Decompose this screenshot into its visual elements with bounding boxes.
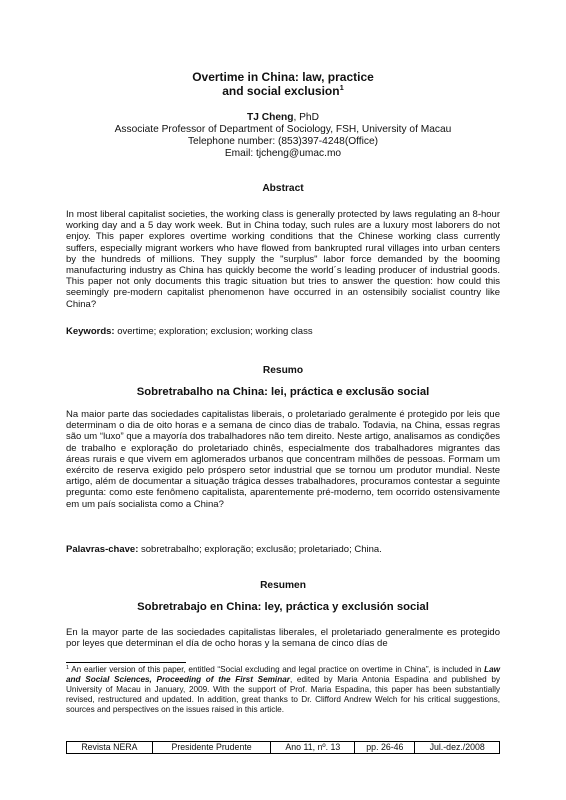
title-line-1: Overtime in China: law, practice [192, 70, 374, 84]
resumo-heading: Resumo [262, 365, 304, 376]
abstract-keywords [66, 326, 500, 337]
journal-footer-row [67, 742, 500, 754]
footnote [66, 665, 500, 715]
title-footnote-mark[interactable]: 1 [339, 83, 344, 92]
resumen-heading: Resumen [260, 580, 306, 591]
journal-issue-cell: Ano 11, nº. 13 [271, 742, 355, 754]
keywords-text: overtime; exploration; exclusion; working class [114, 326, 313, 337]
abstract-text: In most liberal capitalist societies, the working class is generally protected by laws regulating an 8-hour working day and a 5 day work week. But in China today, such rules are a luxury most laborers do not enjoy. This paper explores overtime working conditions that the Chinese working class currently suffers, especially migrant workers who have flowed from bankrupted rural villages into urban centers by the hundreds of millions. They supply the "surplus" labor force demanded by the booming manufacturing industry as China has quickly become the world´s leading producer of industrial goods. This paper not only documents this tragic situation but tries to answer the question: how could this seemingly pre-modern capitalist phenomenon have occurred in an ostensibily socialist country like China? [66, 209, 500, 310]
author-degree: , PhD [293, 112, 319, 123]
resumo-title: Sobretrabalho na China: lei, práctica e exclusão social [136, 386, 430, 398]
footnote-text-after: , edited by Maria Antonia Espadina and published by University of Macau in January, 2009. With the support of Prof. Maria Espadina, this paper has been substantially revised, restructured and updated. In addition, great thanks to Dr. Clifford Andrew Welch for his critical suggestions, sources and perspectives on the issues raised in this article. [66, 675, 501, 715]
abstract-heading: Abstract [262, 183, 304, 194]
journal-name-cell: Revista NERA [67, 742, 153, 754]
resumen-text: En la mayor parte de las sociedades capitalistas liberales, el proletariado generalmente es protegido por leyes que determinan el día de ocho horas y la semana de cinco días de [66, 627, 500, 650]
author-telephone: Telephone number: (853)397-4248(Office) [187, 136, 379, 147]
paper-title [0, 70, 566, 98]
footnote-book-title: Law and Social Sciences, Proceeding of the First Seminar [66, 665, 500, 685]
author-email[interactable]: Email: tjcheng@umac.mo [224, 148, 342, 159]
resumo-keywords [66, 544, 500, 555]
journal-city-cell: Presidente Prudente [152, 742, 270, 754]
palavras-chave-text: sobretrabalho; exploração; exclusão; proletariado; China. [138, 544, 382, 555]
resumo-text: Na maior parte das sociedades capitalistas liberais, o proletariado geralmente é protegido por leis que determinam o dia de oito horas e a semana de cinco dias de trabalo. Todavia, na China, essas regras são um “luxo” que a mayoría dos trabalhadores não tem direito. Neste artigo, analisamos as condições de trabalho e exploração do proletariado chinês, especialmente dos trabalhadores migrantes das áreas rurais e que vivem em aglomerados urbanos que concentram milhões de pessoas. Formam um exército de reserva exigido pelo próspero setor industrial que se tornou um produtor mundial. Neste artigo, além de documentar a situação trágica desses trabalhadores, procuramos contestar a seguinte pregunta: como este fenômeno capitalista, aparentemente pré-moderno, tem ocorrido ostensivamente em um país socialista como a China? [66, 409, 500, 510]
footnote-mark: 1 [66, 665, 70, 671]
journal-pages-cell: pp. 26-46 [355, 742, 415, 754]
journal-footer-table [66, 741, 500, 754]
footnote-text-before: An earlier version of this paper, entitled “Social excluding and legal practice on overtime in China”, is included in [69, 665, 485, 674]
keywords-label: Keywords: [66, 326, 115, 337]
palavras-chave-label: Palavras-chave: [66, 544, 139, 555]
author-name: TJ Cheng [247, 112, 294, 123]
journal-date-cell: Jul.-dez./2008 [415, 742, 500, 754]
author-name-line [0, 112, 566, 124]
author-position: Associate Professor of Department of Sociology, FSH, University of Macau [114, 124, 452, 135]
resumen-title: Sobretrabajo en China: ley, práctica y exclusión social [137, 601, 429, 613]
title-line-2: and social exclusion$^1$ [222, 83, 344, 98]
footnote-separator [66, 662, 186, 663]
